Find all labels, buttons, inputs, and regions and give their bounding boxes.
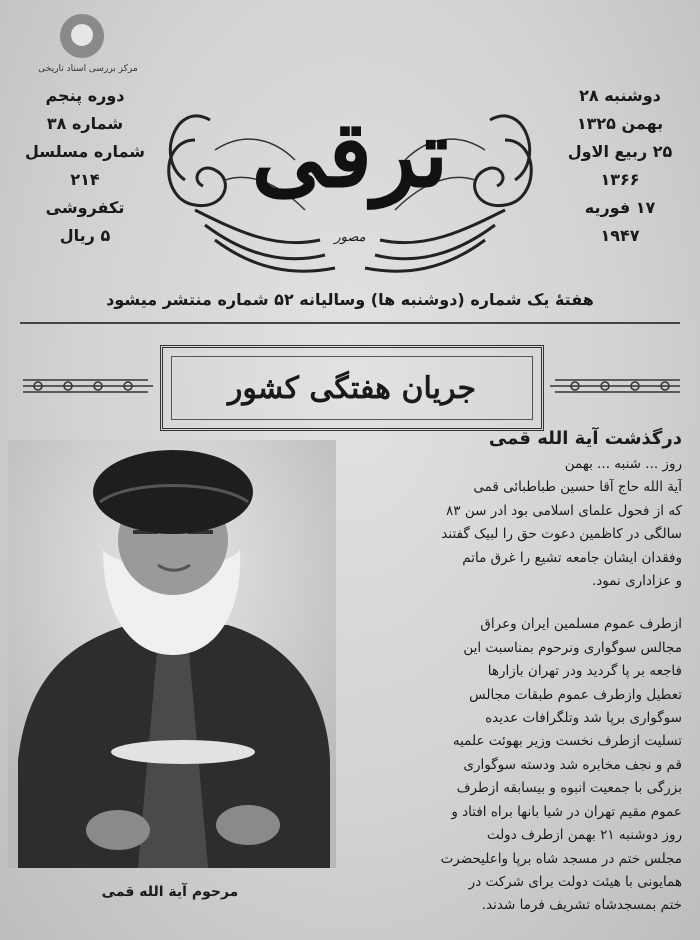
masthead-subtitle: مصور [334,230,366,245]
masthead-title: ترقی [251,100,449,208]
issue-line: ۲۱۴ [70,170,100,189]
masthead-issue-column [20,82,150,250]
issue-line: تکفروشی [45,198,125,217]
archive-logo-icon [60,14,104,58]
date-line: بهمن ۱۳۲۵ [576,114,664,133]
date-line: ۱۳۶۶ [600,170,640,189]
article-line: روز ... شنبه ... بهمن [564,456,682,472]
archive-watermark [18,14,158,74]
right-banner-ornament-icon [545,366,685,406]
article-line: عموم مقیم تهران در شیا بانها براه افتاد و [451,803,682,820]
article-line: فاجعه بر پا گردید ودر تهران بازارها [487,663,682,680]
masthead-date-column [560,82,680,250]
article-line: بزرگی با جمعیت انبوه و بیسابقه ازطرف [456,780,682,797]
portrait-illustration [8,440,336,868]
article-headline: درگذشت آیة الله قمی [488,428,682,449]
article-line: وفقدان ایشان جامعه تشیع را غرق ماتم [462,549,682,566]
issue-line: شماره ۳۸ [46,114,124,133]
article-line: سالگی در کاظمین دعوت حق را لبیک گفتند [441,526,682,543]
watermark-text: مرکز بررسی اسناد تاریخی [38,64,138,74]
issue-line: شماره مسلسل [25,142,145,161]
date-line: ۱۹۴۷ [600,226,640,245]
date-line: ۲۵ ربیع الاول [567,142,673,161]
divider [20,322,680,324]
article-line: مجالس سوگواری ونرحوم بمناسبت این [463,639,682,656]
article-line: تسلیت ازطرف نخست وزیر بهوئت علمیه [452,733,682,750]
article [342,428,682,918]
date-line: ۱۷ فوریه [584,198,656,217]
article-line: قم و نجف مخابره شد ودسته سوگواری [463,756,682,773]
photo-caption: مرحوم آیة الله قمی [101,884,239,900]
issue-line: ۵ ریال [59,226,111,245]
article-line: آیة الله حاج آقا حسین طباطبائی قمی [473,479,682,496]
article-line: روز دوشنبه ۲۱ بهمن ازطرف دولت [486,827,682,844]
section-banner [160,345,544,431]
masthead [155,80,545,280]
article-line: مجلس ختم در مسجد شاه برپا واعلیحضرت [440,850,682,867]
portrait-photo [8,440,336,868]
article-line: که از فحول علمای اسلامی بود ادر سن ۸۳ [446,502,682,519]
article-line: سوگواری برپا شد وتلگرافات عدیده [485,710,682,727]
date-line: دوشنبه ۲۸ [579,86,661,105]
article-line: همایونی با هیئت دولت برای شرکت در [468,873,682,890]
article-paragraph [342,613,682,917]
article-line: ازطرف عموم مسلمین ایران وعراق [480,616,682,633]
article-line: ختم بمسجدشاه تشریف فرما شدند. [481,897,682,914]
article-paragraph [342,453,682,593]
issue-line: دوره پنجم [45,86,125,105]
article-line: و عزاداری نمود. [591,573,682,590]
section-title: جریان هفتگی کشور [227,370,477,406]
left-banner-ornament-icon [18,366,158,406]
publication-note: هفتهٔ یک شماره (دوشنبه ها) وسالیانه ۵۲ شماره منتشر میشود [106,290,594,309]
article-line: تعطیل وازطرف عموم طبقات مجالس [469,686,682,703]
